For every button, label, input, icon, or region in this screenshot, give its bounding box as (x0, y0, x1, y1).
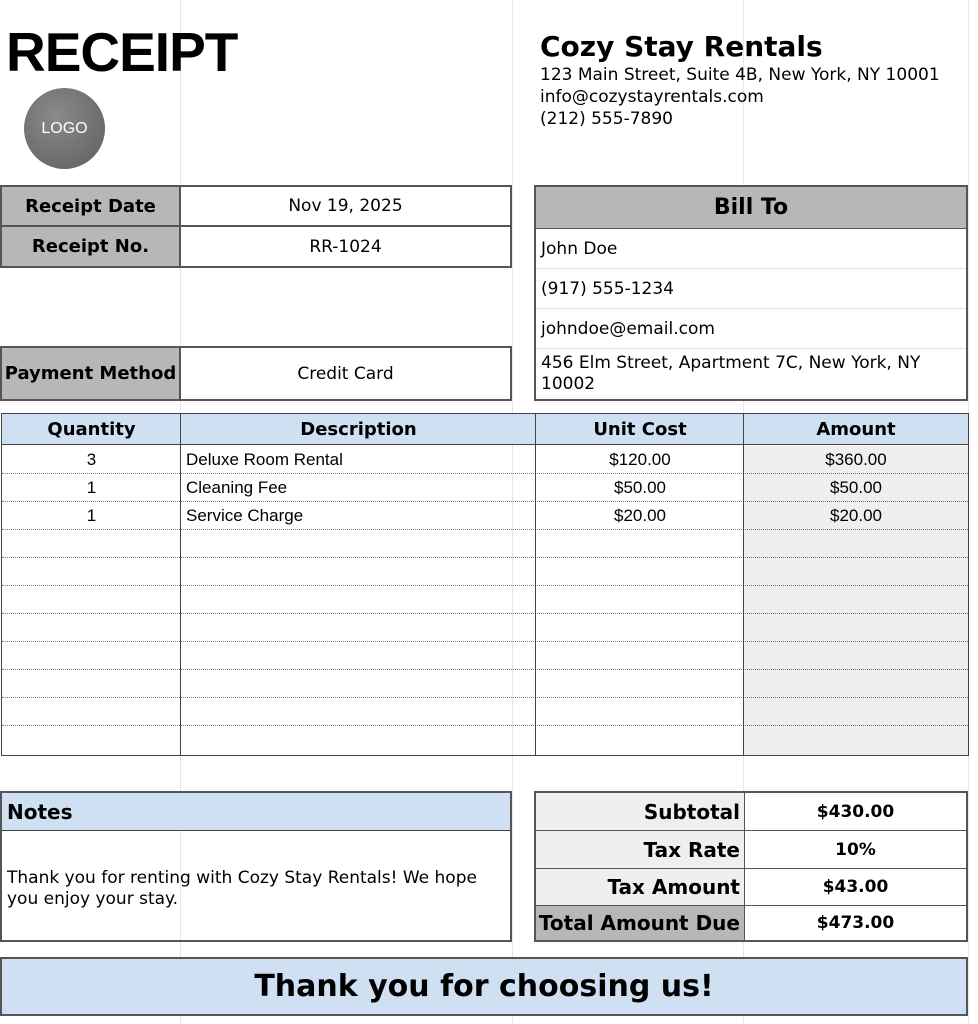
notes-box (0, 791, 512, 942)
row-2-unit-cost[interactable]: $50.00 (614, 478, 666, 497)
subtotal-label: Subtotal (536, 793, 745, 831)
receipt-info-box (0, 185, 512, 268)
bill-to-phone[interactable]: (917) 555-1234 (536, 269, 966, 309)
receipt-date-value[interactable]: Nov 19, 2025 (181, 187, 510, 227)
table-column-divider (535, 414, 536, 755)
row-3-description[interactable]: Service Charge (186, 506, 304, 525)
payment-method-label: Payment Method (2, 348, 181, 399)
column-header-unit-cost: Unit Cost (536, 414, 744, 445)
tax-rate-label: Tax Rate (536, 831, 745, 869)
table-row-divider (2, 529, 968, 530)
row-2-description[interactable]: Cleaning Fee (186, 478, 288, 497)
row-1-quantity[interactable]: 3 (86, 450, 97, 469)
table-row-divider (2, 641, 968, 642)
bill-to-heading: Bill To (536, 187, 966, 229)
total-due-label: Total Amount Due (536, 906, 745, 940)
row-3-unit-cost[interactable]: $20.00 (614, 506, 666, 525)
notes-text[interactable]: Thank you for renting with Cozy Stay Rentals! We hope you enjoy your stay. (7, 868, 477, 909)
payment-method-value[interactable]: Credit Card (181, 348, 510, 399)
row-1-description[interactable]: Deluxe Room Rental (186, 450, 343, 469)
row-2-quantity[interactable]: 1 (86, 478, 97, 497)
receipt-number-label: Receipt No. (2, 227, 181, 266)
table-row-divider (2, 669, 968, 670)
table-row-divider (2, 557, 968, 558)
column-header-quantity: Quantity (2, 414, 181, 445)
table-row-divider (2, 725, 968, 726)
receipt-date-label: Receipt Date (2, 187, 181, 227)
thank-you-banner: Thank you for choosing us! (0, 957, 968, 1016)
tax-amount-label: Tax Amount (536, 869, 745, 906)
table-row-divider (2, 697, 968, 698)
tax-amount-value: $43.00 (745, 869, 966, 906)
column-header-amount: Amount (744, 414, 968, 445)
bill-to-name[interactable]: John Doe (536, 229, 966, 269)
row-2-amount: $50.00 (830, 478, 882, 497)
bill-to-address[interactable]: 456 Elm Street, Apartment 7C, New York, NY 10002 (536, 349, 966, 399)
bill-to-email[interactable]: johndoe@email.com (536, 309, 966, 349)
company-logo: LOGO (24, 88, 105, 169)
tax-rate-value[interactable]: 10% (745, 831, 966, 869)
table-row-divider (2, 585, 968, 586)
company-address: 123 Main Street, Suite 4B, New York, NY 10001 (540, 65, 940, 85)
table-row-divider (2, 501, 968, 502)
row-3-quantity[interactable]: 1 (86, 506, 97, 525)
row-1-amount: $360.00 (825, 450, 887, 469)
receipt-number-value[interactable]: RR-1024 (181, 227, 510, 266)
column-header-description: Description (181, 414, 536, 445)
table-row-divider (2, 613, 968, 614)
receipt-title: RECEIPT (6, 21, 238, 83)
totals-box (534, 791, 968, 942)
company-name: Cozy Stay Rentals (540, 30, 823, 63)
company-phone: (212) 555-7890 (540, 109, 673, 129)
notes-heading: Notes (2, 793, 510, 831)
table-column-divider (180, 414, 181, 755)
table-row-divider (2, 473, 968, 474)
total-due-value: $473.00 (745, 906, 966, 940)
row-3-amount: $20.00 (830, 506, 882, 525)
bill-to-box (534, 185, 968, 401)
table-column-divider (743, 414, 744, 755)
company-email: info@cozystayrentals.com (540, 87, 764, 107)
payment-method-box (0, 346, 512, 401)
row-1-unit-cost[interactable]: $120.00 (609, 450, 671, 469)
subtotal-value: $430.00 (745, 793, 966, 831)
